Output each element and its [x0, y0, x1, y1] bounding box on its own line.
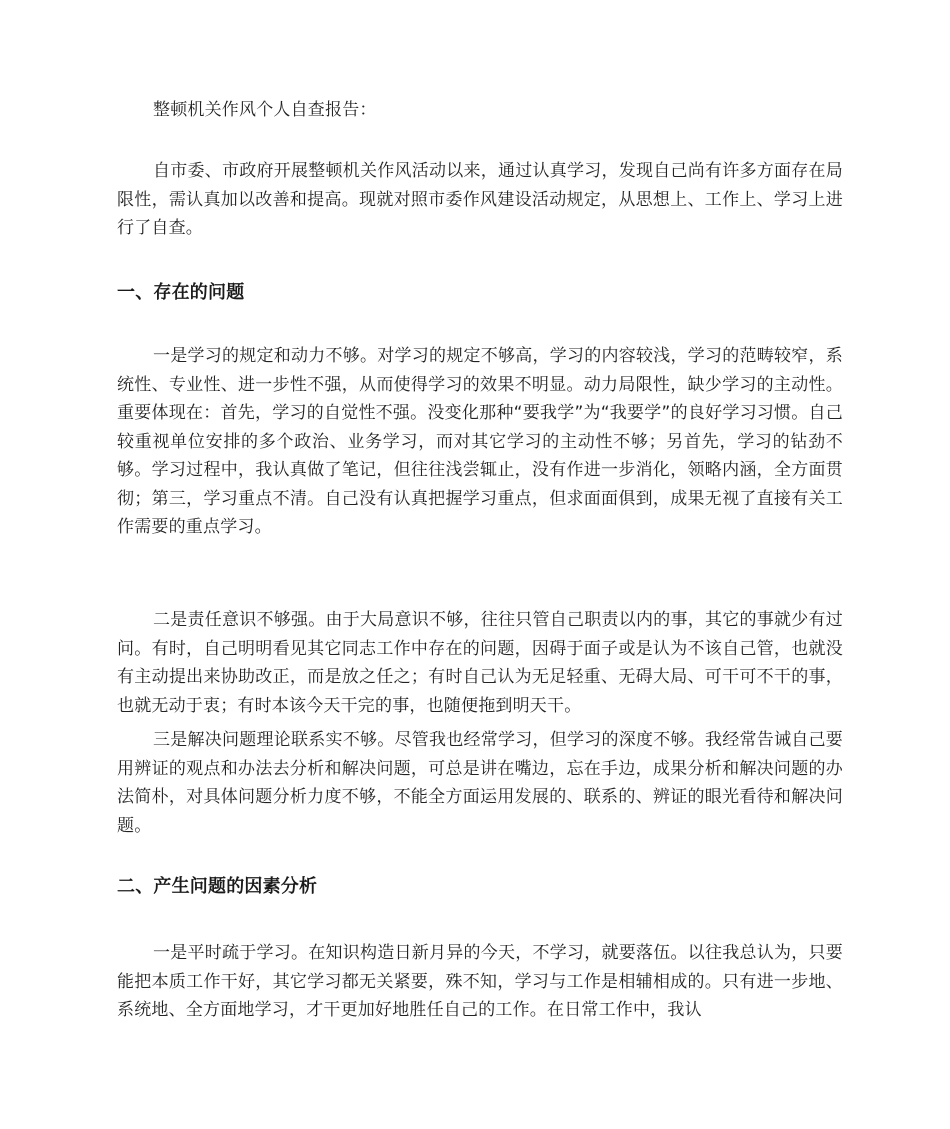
paragraph-learning: 一是学习的规定和动力不够。对学习的规定不够高，学习的内容较浅，学习的范畴较窄，系统性、专业性、进一步性不强，从而使得学习的效果不明显。动力局限性，缺少学习的主动性。重要体现在：首先，学习的自觉性不强。没变化那种“要我学”为“我要学”的良好学习习惯。自己较重视单位安排的多个政治、业务学习，而对其它学习的主动性不够；另首先，学习的钻劲不够。学习过程中，我认真做了笔记，但往往浅尝辄止，没有作进一步消化，领略内涵，全方面贯彻；第三，学习重点不清。自己没有认真把握学习重点，但求面面俱到，成果无视了直接有关工作需要的重点学习。 [117, 346, 843, 537]
paragraph-responsibility: 二是责任意识不够强。由于大局意识不够，往往只管自己职责以内的事，其它的事就少有过问。有时，自己明明看见其它同志工作中存在的问题，因碍于面子或是认为不该自己管，也就没有主动提出来协助改正，而是放之任之；有时自己认为无足轻重、无碍大局、可干可不干的事，也就无动于衷；有时本该今天干完的事，也随便拖到明天干。 [117, 610, 843, 716]
section-heading-causes: 二、产生问题的因素分析 [117, 876, 318, 897]
document-title: 整顿机关作风个人自查报告： [153, 100, 377, 120]
intro-paragraph: 自市委、市政府开展整顿机关作风活动以来，通过认真学习，发现自己尚有许多方面存在局限性，需认真加以改善和提高。现就对照市委作风建设活动规定，从思想上、工作上、学习上进行了自查。 [117, 161, 843, 238]
section-heading-problems: 一、存在的问题 [117, 282, 245, 303]
paragraph-study-neglect: 一是平时疏于学习。在知识构造日新月异的今天，不学习，就要落伍。以往我总认为，只要能把本质工作干好，其它学习都无关紧要，殊不知，学习与工作是相辅相成的。只有进一步地、系统地、全方面地学习，才干更加好地胜任自己的工作。在日常工作中，我认 [117, 943, 843, 1020]
paragraph-theory-practice: 三是解决问题理论联系实不够。尽管我也经常学习，但学习的深度不够。我经常告诫自己要用辨证的观点和办法去分析和解决问题，可总是讲在嘴边，忘在手边，成果分析和解决问题的办法简朴，对具体问题分析力度不够，不能全方面运用发展的、联系的、辨证的眼光看待和解决问题。 [117, 730, 843, 836]
